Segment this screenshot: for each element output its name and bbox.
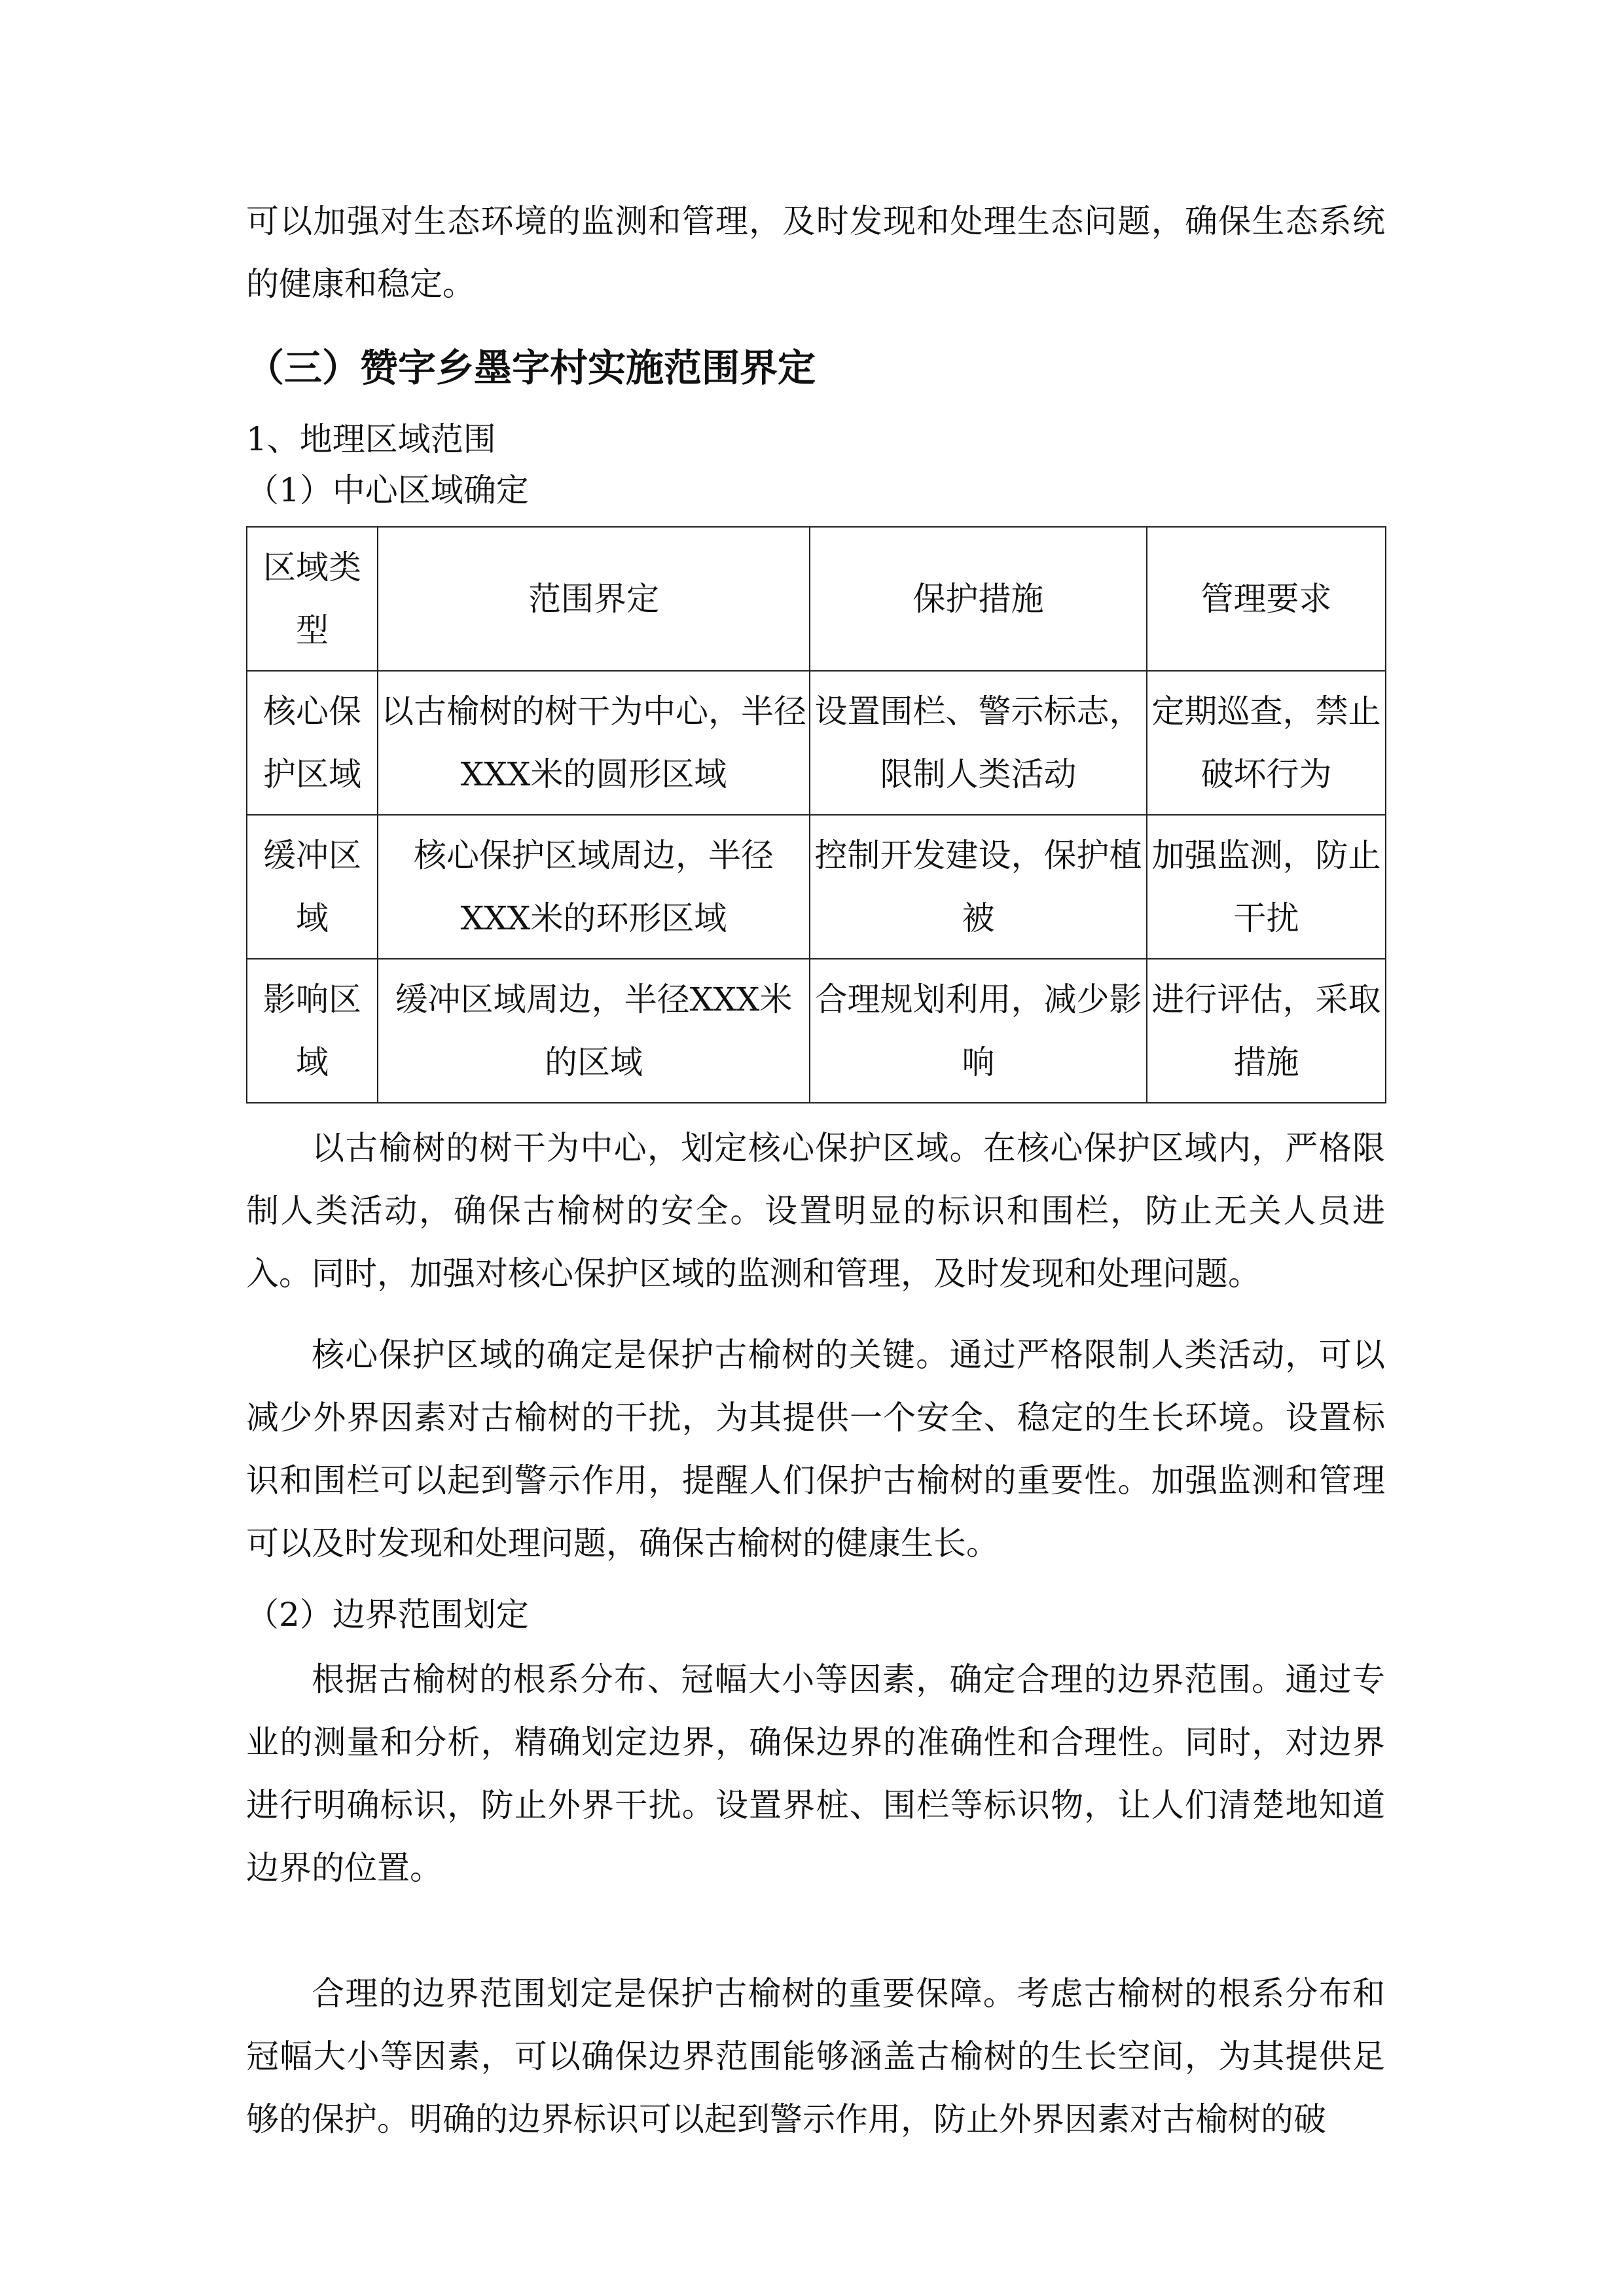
table-cell: 核心保护区域 — [247, 671, 378, 815]
table-cell: 缓冲区域周边，半径XXX米的区域 — [378, 959, 810, 1103]
table-cell: 定期巡查，禁止破坏行为 — [1147, 671, 1386, 815]
table-cell: 进行评估，采取措施 — [1147, 959, 1386, 1103]
table-row — [247, 671, 1386, 815]
table-header-cell: 范围界定 — [378, 527, 810, 671]
sub-heading-boundary: （2）边界范围划定 — [246, 1596, 529, 1634]
table-header-cell: 区域类型 — [247, 527, 378, 671]
table-row — [247, 815, 1386, 959]
paragraph-core-importance: 核心保护区域的确定是保护古榆树的关键。通过严格限制人类活动，可以减少外界因素对古榆树的干扰，为其提供一个安全、稳定的生长环境。设置标识和围栏可以起到警示作用，提醒人们保护古榆树的重要性。加强监测和管理可以及时发现和处理问题，确保古榆树的健康生长。 — [246, 1336, 1385, 1562]
table-cell: 核心保护区域周边，半径XXX米的环形区域 — [378, 815, 810, 959]
table-header-row — [247, 527, 1386, 671]
section-heading: （三）赞字乡墨字村实施范围界定 — [246, 346, 816, 390]
table-header-cell: 管理要求 — [1147, 527, 1386, 671]
table-cell: 加强监测，防止干扰 — [1147, 815, 1386, 959]
table-cell: 合理规划利用，减少影响 — [810, 959, 1147, 1103]
subsection-heading: 1、地理区域范围 — [246, 420, 496, 458]
paragraph-core-area: 以古榆树的树干为中心，划定核心保护区域。在核心保护区域内，严格限制人类活动，确保古榆树的安全。设置明显的标识和围栏，防止无关人员进入。同时，加强对核心保护区域的监测和管理，及时发现和处理问题。 — [246, 1129, 1385, 1293]
table-cell: 缓冲区域 — [247, 815, 378, 959]
paragraph-boundary-method: 根据古榆树的根系分布、冠幅大小等因素，确定合理的边界范围。通过专业的测量和分析，精确划定边界，确保边界的准确性和合理性。同时，对边界进行明确标识，防止外界干扰。设置界桩、围栏等标识物，让人们清楚地知道边界的位置。 — [246, 1660, 1385, 1887]
table-header-cell: 保护措施 — [810, 527, 1147, 671]
sub-heading-center-area: （1）中心区域确定 — [246, 471, 529, 509]
zone-table — [246, 526, 1386, 1103]
intro-paragraph: 可以加强对生态环境的监测和管理，及时发现和处理生态问题，确保生态系统的健康和稳定。 — [246, 202, 1385, 303]
table-row — [247, 959, 1386, 1103]
paragraph-boundary-importance: 合理的边界范围划定是保护古榆树的重要保障。考虑古榆树的根系分布和冠幅大小等因素，可以确保边界范围能够涵盖古榆树的生长空间，为其提供足够的保护。明确的边界标识可以起到警示作用，防止外界因素对古榆树的破 — [246, 1975, 1385, 2138]
table-cell: 以古榆树的树干为中心，半径XXX米的圆形区域 — [378, 671, 810, 815]
table-cell: 控制开发建设，保护植被 — [810, 815, 1147, 959]
table-cell: 影响区域 — [247, 959, 378, 1103]
table-cell: 设置围栏、警示标志，限制人类活动 — [810, 671, 1147, 815]
